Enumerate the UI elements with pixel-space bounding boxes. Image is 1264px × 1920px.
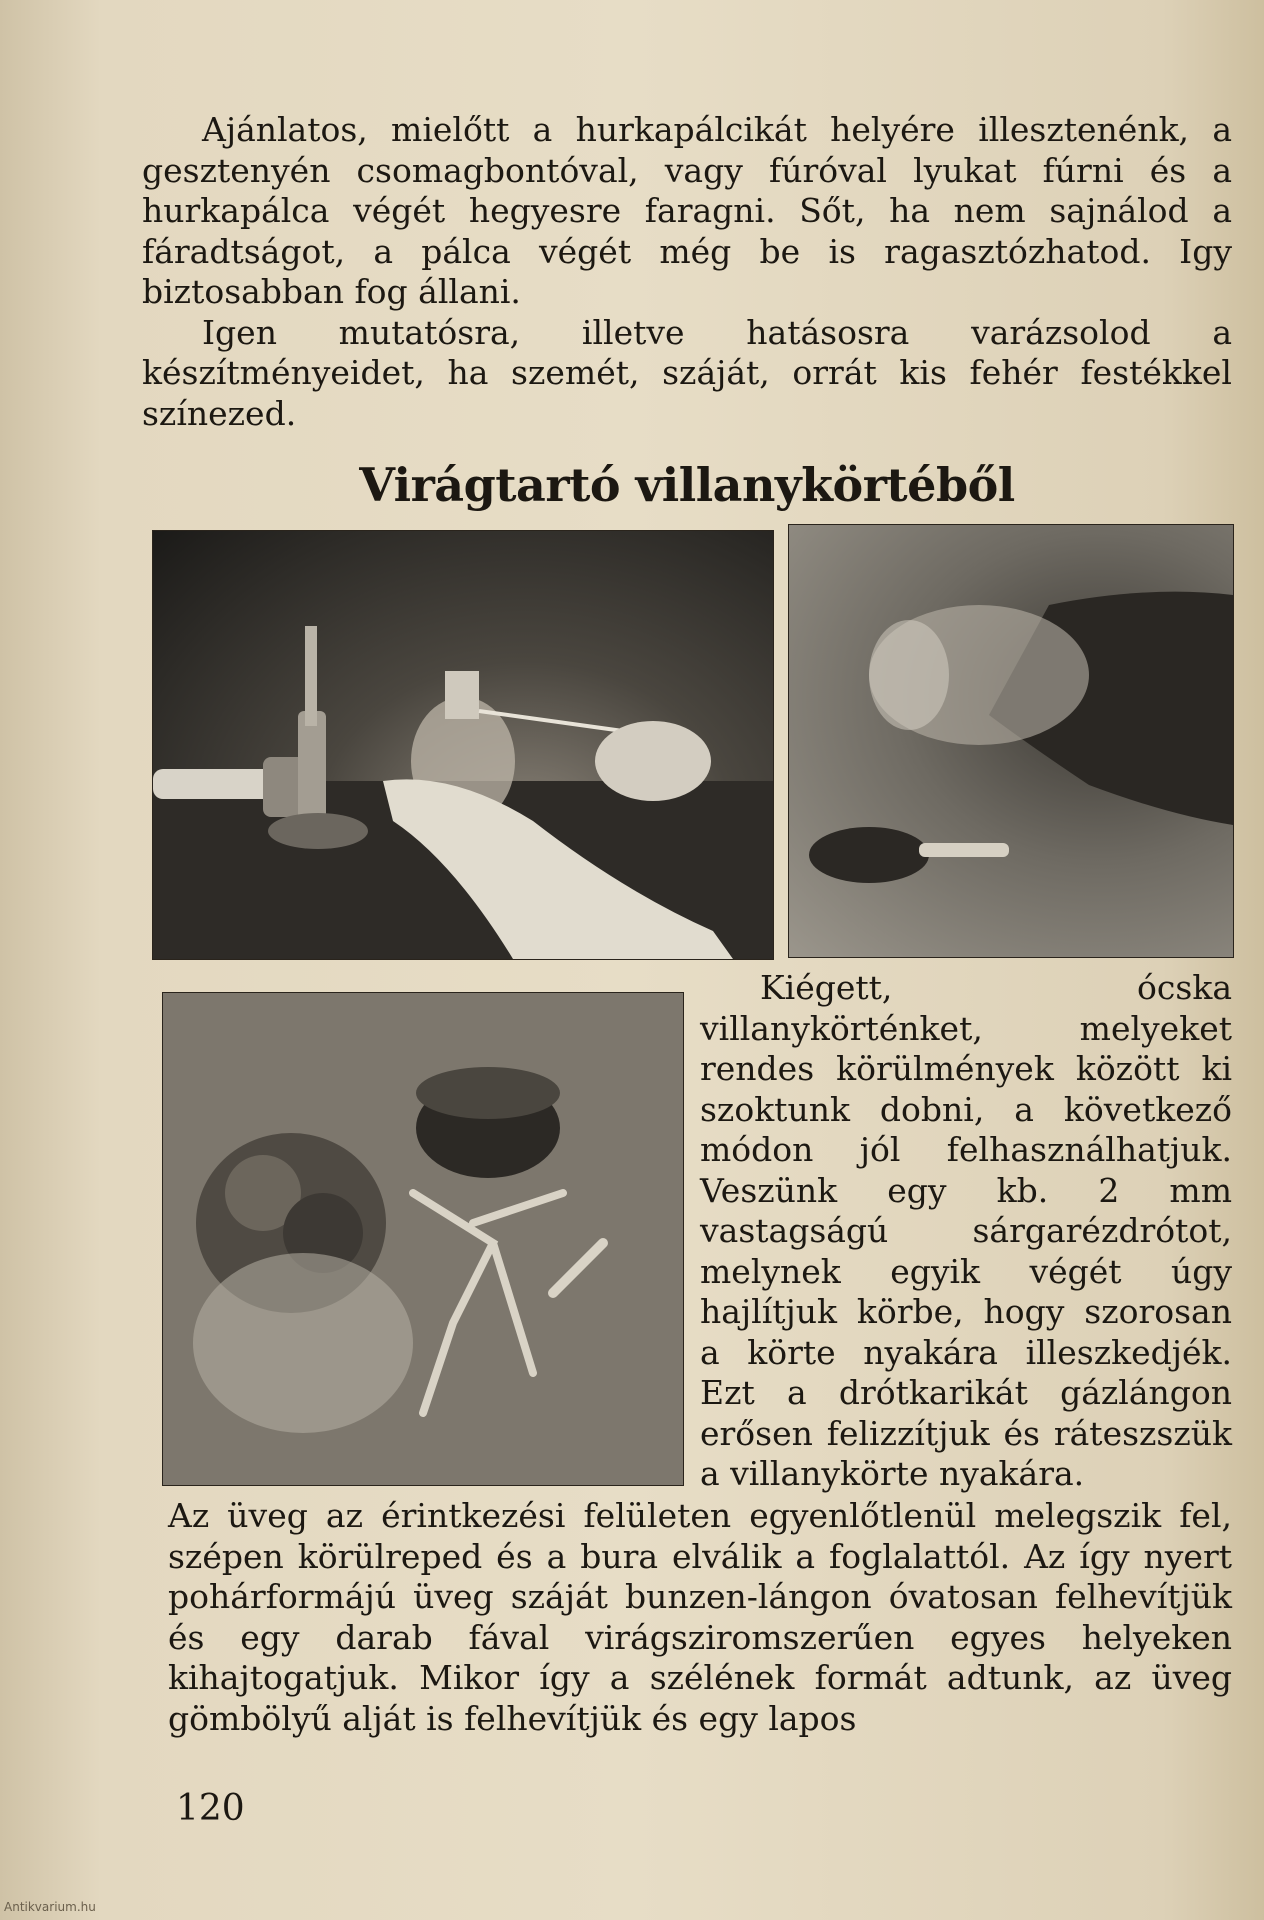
intro-text: [142, 110, 1232, 434]
photo-glass-separated: [788, 524, 1234, 958]
photo-finished-vase: [162, 992, 684, 1486]
page-number: 120: [176, 1788, 245, 1829]
intro-paragraph-2: Igen mutatósra, illetve hatásosra varázsolod a készítményeidet, ha szemét, száját, orrát kis fehér festékkel színezed.: [142, 312, 1232, 433]
photo-glass-separated-drawing: [789, 525, 1233, 957]
section-heading: Virágtartó villanykörtéből: [359, 458, 1015, 512]
intro-paragraph-1: Ajánlatos, mielőtt a hurkapálcikát helyére illesztenénk, a gesztenyén csomagbontóval, vagy fúróval lyukat fúrni és a hurkapálca végét hegyesre faragni. Sőt, ha nem sajnálod a fáradtságot, a pálca végét még be is ragasztózhatod. Igy biztosabban fog állani.: [142, 110, 1232, 311]
side-paragraph: Kiégett, ócska villanykörténket, melyeket rendes körülmények között ki szoktunk dobni, a következő módon jól felhasználhatjuk. Veszünk egy kb. 2 mm vastagságú sárgarézdrótot, melynek egyik végét úgy hajlítjuk körbe, hogy szorosan a körte nyakára illeszkedjék. Ezt a drótkarikát gázlángon erősen felizzítjuk és ráteszszük a villanykörte nyakára.: [700, 968, 1232, 1493]
photo-bulb-heating-drawing: [153, 531, 773, 959]
watermark: Antikvarium.hu: [4, 1900, 96, 1914]
bottom-paragraph: Az üveg az érintkezési felületen egyenlőtlenül melegszik fel, szépen körülreped és a bura elválik a foglalattól. Az így nyert pohárformájú üveg száját bunzen-lángon óvatosan felhevítjük és egy darab fával virágsziromszerűen egyes helyeken kihajtogatjuk. Mikor így a szélének formát adtunk, az üveg gömbölyű alját is felhevítjük és egy lapos: [168, 1496, 1232, 1738]
photo-bulb-heating: [152, 530, 774, 960]
photo-finished-vase-drawing: [163, 993, 683, 1485]
bottom-text: [168, 1496, 1232, 1739]
side-text: [700, 968, 1232, 1495]
